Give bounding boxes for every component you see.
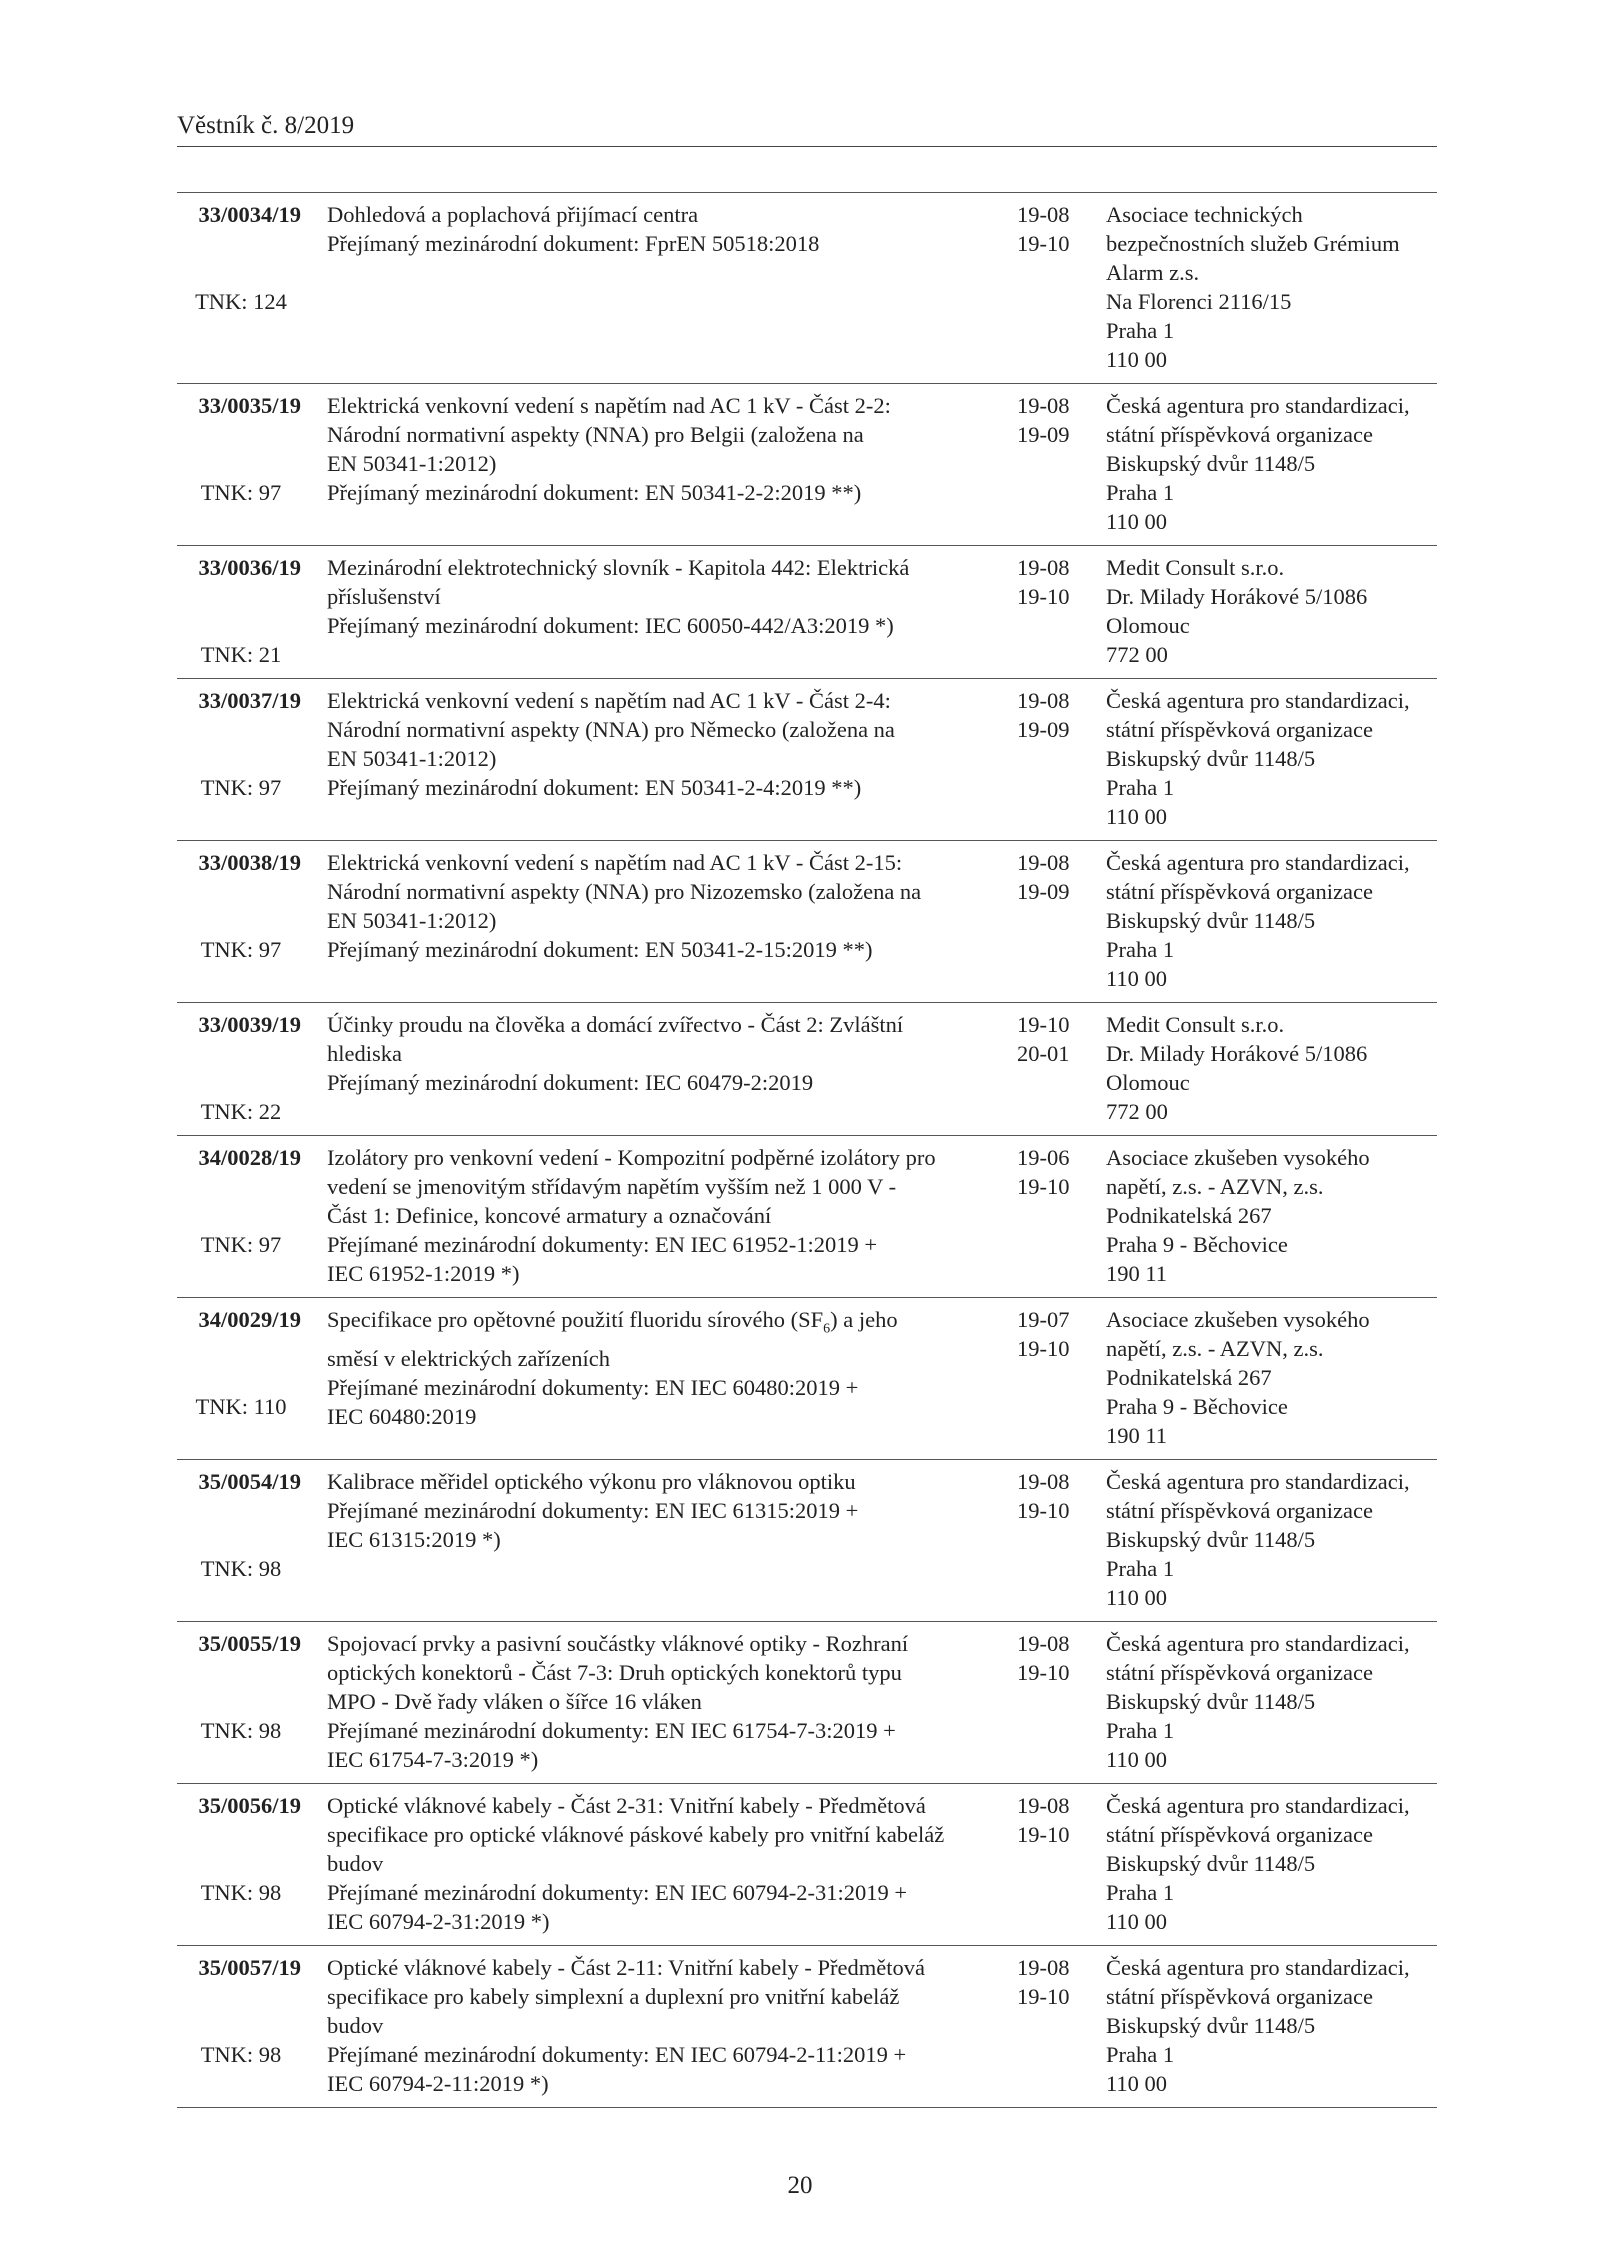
standard-id: 33/0034/19 <box>198 202 301 227</box>
title-line: specifikace pro optické vláknové páskové kabely pro vnitřní kabeláž <box>327 1822 945 1847</box>
title-line: Spojovací prvky a pasivní součástky vláknové optiky - Rozhraní <box>327 1631 909 1656</box>
row-columns <box>177 848 1437 993</box>
org-line: Praha 9 - Běchovice <box>1106 1394 1288 1419</box>
org-line: Biskupský dvůr 1148/5 <box>1106 746 1316 771</box>
tnk-label: TNK: 98 <box>200 1718 282 1743</box>
standard-id: 33/0039/19 <box>198 1012 301 1037</box>
organization-cell <box>1106 1953 1437 2098</box>
org-line: Medit Consult s.r.o. <box>1106 555 1285 580</box>
standard-id: 34/0029/19 <box>198 1307 301 1332</box>
standards-table <box>177 192 1437 2108</box>
dates-cell <box>1017 1953 1087 2098</box>
date: 19-10 <box>1017 1822 1070 1847</box>
org-line: Česká agentura pro standardizaci, <box>1106 1469 1410 1494</box>
dates-cell <box>1017 391 1087 536</box>
title-line: Elektrická venkovní vedení s napětím nad AC 1 kV - Část 2-2: <box>327 393 891 418</box>
org-line: státní příspěvková organizace <box>1106 1660 1373 1685</box>
org-line: 110 00 <box>1106 804 1168 829</box>
row-columns <box>177 1010 1437 1126</box>
organization-cell <box>1106 686 1437 831</box>
title-line: specifikace pro kabely simplexní a duplexní pro vnitřní kabeláž <box>327 1984 900 2009</box>
tnk-label: TNK: 110 <box>195 1394 287 1419</box>
org-line: Biskupský dvůr 1148/5 <box>1106 908 1316 933</box>
standard-id: 33/0036/19 <box>198 555 301 580</box>
date: 19-08 <box>1017 1955 1070 1980</box>
id-cell <box>177 848 305 993</box>
org-line: 110 00 <box>1106 347 1168 372</box>
id-cell <box>177 1143 305 1288</box>
table-row <box>177 546 1437 679</box>
org-line: státní příspěvková organizace <box>1106 717 1373 742</box>
title-cell <box>327 1010 1017 1126</box>
date: 19-08 <box>1017 850 1070 875</box>
org-line: Asociace zkušeben vysokého <box>1106 1145 1370 1170</box>
standard-id: 35/0056/19 <box>198 1793 301 1818</box>
date: 19-07 <box>1017 1307 1070 1332</box>
org-line: Biskupský dvůr 1148/5 <box>1106 2013 1316 2038</box>
date: 19-09 <box>1017 717 1070 742</box>
date: 19-08 <box>1017 202 1070 227</box>
id-cell <box>177 686 305 831</box>
org-line: Biskupský dvůr 1148/5 <box>1106 1851 1316 1876</box>
org-line: státní příspěvková organizace <box>1106 879 1373 904</box>
organization-cell <box>1106 1791 1437 1936</box>
org-line: 110 00 <box>1106 966 1168 991</box>
id-cell <box>177 1791 305 1936</box>
dates-cell <box>1017 1791 1087 1936</box>
title-line: Dohledová a poplachová přijímací centra <box>327 202 699 227</box>
tnk-label: TNK: 97 <box>200 775 282 800</box>
title-text: Specifikace pro opětovné použití fluoridu sírového (SF <box>327 1307 824 1332</box>
organization-cell <box>1106 1467 1437 1612</box>
title-cell <box>327 1791 1017 1936</box>
header-rule <box>177 146 1437 147</box>
title-line: Přejímané mezinárodní dokumenty: EN IEC 61315:2019 + <box>327 1498 859 1523</box>
org-line: Česká agentura pro standardizaci, <box>1106 850 1410 875</box>
org-line: Na Florenci 2116/15 <box>1106 289 1292 314</box>
title-line: Účinky proudu na člověka a domácí zvířectvo - Část 2: Zvláštní <box>327 1012 904 1037</box>
org-line: 772 00 <box>1106 642 1168 667</box>
title-line: EN 50341-1:2012) <box>327 746 497 771</box>
title-line: Národní normativní aspekty (NNA) pro Německo (založena na <box>327 717 895 742</box>
title-line: Národní normativní aspekty (NNA) pro Nizozemsko (založena na <box>327 879 922 904</box>
row-columns <box>177 1953 1437 2098</box>
row-columns <box>177 686 1437 831</box>
organization-cell <box>1106 848 1437 993</box>
standard-id: 33/0037/19 <box>198 688 301 713</box>
table-row <box>177 384 1437 546</box>
org-line: napětí, z.s. - AZVN, z.s. <box>1106 1336 1324 1361</box>
date: 19-10 <box>1017 1174 1070 1199</box>
date: 19-10 <box>1017 1984 1070 2009</box>
tnk-label: TNK: 98 <box>200 2042 282 2067</box>
title-line: hlediska <box>327 1041 402 1066</box>
org-line: Česká agentura pro standardizaci, <box>1106 688 1410 713</box>
table-row <box>177 1136 1437 1298</box>
dates-cell <box>1017 686 1087 831</box>
org-line: Praha 1 <box>1106 1556 1175 1581</box>
title-line: EN 50341-1:2012) <box>327 451 497 476</box>
dates-cell <box>1017 848 1087 993</box>
table-row <box>177 193 1437 384</box>
table-row <box>177 1298 1437 1460</box>
organization-cell <box>1106 1143 1437 1288</box>
tnk-label: TNK: 97 <box>200 937 282 962</box>
table-row <box>177 679 1437 841</box>
dates-cell <box>1017 1143 1087 1288</box>
title-cell <box>327 686 1017 831</box>
date: 19-08 <box>1017 1631 1070 1656</box>
title-line: EN 50341-1:2012) <box>327 908 497 933</box>
title-line: směsí v elektrických zařízeních <box>327 1345 610 1371</box>
organization-cell <box>1106 200 1437 374</box>
org-line: Česká agentura pro standardizaci, <box>1106 1793 1410 1818</box>
organization-cell <box>1106 553 1437 669</box>
title-cell <box>327 1467 1017 1612</box>
id-cell <box>177 391 305 536</box>
title-line: IEC 61952-1:2019 *) <box>327 1261 520 1286</box>
row-columns <box>177 200 1437 374</box>
row-columns <box>177 1305 1437 1450</box>
title-line: Národní normativní aspekty (NNA) pro Belgii (založena na <box>327 422 864 447</box>
row-columns <box>177 1467 1437 1612</box>
title-line: budov <box>327 2013 384 2038</box>
title-line: IEC 60794-2-31:2019 *) <box>327 1909 550 1934</box>
date: 20-01 <box>1017 1041 1070 1066</box>
title-cell <box>327 1953 1017 2098</box>
org-line: Medit Consult s.r.o. <box>1106 1012 1285 1037</box>
tnk-label: TNK: 21 <box>200 642 282 667</box>
title-line: Přejímané mezinárodní dokumenty: EN IEC 60794-2-11:2019 + <box>327 2042 907 2067</box>
dates-cell <box>1017 1305 1087 1450</box>
tnk-label: TNK: 97 <box>200 480 282 505</box>
date: 19-08 <box>1017 688 1070 713</box>
org-line: Praha 1 <box>1106 937 1175 962</box>
org-line: státní příspěvková organizace <box>1106 1984 1373 2009</box>
row-columns <box>177 1791 1437 1936</box>
standard-id: 35/0055/19 <box>198 1631 301 1656</box>
id-cell <box>177 1010 305 1126</box>
title-line: IEC 61754-7-3:2019 *) <box>327 1747 539 1772</box>
standard-id: 35/0054/19 <box>198 1469 301 1494</box>
org-line: Praha 9 - Běchovice <box>1106 1232 1288 1257</box>
org-line: Biskupský dvůr 1148/5 <box>1106 1689 1316 1714</box>
tnk-label: TNK: 97 <box>200 1232 282 1257</box>
date: 19-08 <box>1017 1793 1070 1818</box>
org-line: Biskupský dvůr 1148/5 <box>1106 1527 1316 1552</box>
title-line: Mezinárodní elektrotechnický slovník - Kapitola 442: Elektrická <box>327 555 910 580</box>
title-line: IEC 60480:2019 <box>327 1403 477 1429</box>
organization-cell <box>1106 1305 1437 1450</box>
title-line: Přejímaný mezinárodní dokument: FprEN 50518:2018 <box>327 231 820 256</box>
title-line: Přejímané mezinárodní dokumenty: EN IEC 61952-1:2019 + <box>327 1232 878 1257</box>
id-cell <box>177 200 305 374</box>
row-columns <box>177 1629 1437 1774</box>
title-line: Přejímané mezinárodní dokumenty: EN IEC 60480:2019 + <box>327 1374 859 1400</box>
date: 19-10 <box>1017 1660 1070 1685</box>
org-line: 190 11 <box>1106 1261 1168 1286</box>
title-line <box>327 1305 1017 1344</box>
tnk-label: TNK: 98 <box>200 1556 282 1581</box>
title-line: Izolátory pro venkovní vedení - Kompozitní podpěrné izolátory pro <box>327 1145 936 1170</box>
org-line: Dr. Milady Horákové 5/1086 <box>1106 584 1368 609</box>
org-line: Alarm z.s. <box>1106 260 1200 285</box>
title-line: IEC 61315:2019 *) <box>327 1527 501 1552</box>
running-header: Věstník č. 8/2019 <box>177 112 355 139</box>
org-line: 110 00 <box>1106 1909 1168 1934</box>
org-line: Asociace technických <box>1106 202 1303 227</box>
table-row <box>177 841 1437 1003</box>
title-line: Přejímaný mezinárodní dokument: IEC 60050-442/A3:2019 *) <box>327 613 894 638</box>
id-cell <box>177 1629 305 1774</box>
title-line: Přejímané mezinárodní dokumenty: EN IEC 61754-7-3:2019 + <box>327 1718 896 1743</box>
title-line: optických konektorů - Část 7-3: Druh optických konektorů typu <box>327 1660 902 1685</box>
org-line: Česká agentura pro standardizaci, <box>1106 393 1410 418</box>
title-cell <box>327 391 1017 536</box>
org-line: Praha 1 <box>1106 318 1175 343</box>
organization-cell <box>1106 1010 1437 1126</box>
title-cell <box>327 1143 1017 1288</box>
organization-cell <box>1106 1629 1437 1774</box>
title-line: vedení se jmenovitým střídavým napětím vyšším než 1 000 V - <box>327 1174 897 1199</box>
title-line: Elektrická venkovní vedení s napětím nad AC 1 kV - Část 2-4: <box>327 688 891 713</box>
title-line: Elektrická venkovní vedení s napětím nad AC 1 kV - Část 2-15: <box>327 850 903 875</box>
title-line: Optické vláknové kabely - Část 2-11: Vnitřní kabely - Předmětová <box>327 1955 925 1980</box>
title-line: Optické vláknové kabely - Část 2-31: Vnitřní kabely - Předmětová <box>327 1793 926 1818</box>
date: 19-06 <box>1017 1145 1070 1170</box>
page-number: 20 <box>787 2172 813 2199</box>
standard-id: 34/0028/19 <box>198 1145 301 1170</box>
org-line: Česká agentura pro standardizaci, <box>1106 1955 1410 1980</box>
title-cell <box>327 553 1017 669</box>
org-line: Dr. Milady Horákové 5/1086 <box>1106 1041 1368 1066</box>
title-cell <box>327 200 1017 374</box>
org-line: bezpečnostních služeb Grémium <box>1106 231 1400 256</box>
title-line: Přejímaný mezinárodní dokument: EN 50341-2-4:2019 **) <box>327 775 862 800</box>
org-line: Praha 1 <box>1106 1880 1175 1905</box>
tnk-label: TNK: 98 <box>200 1880 282 1905</box>
org-line: Podnikatelská 267 <box>1106 1203 1272 1228</box>
title-line: Přejímané mezinárodní dokumenty: EN IEC 60794-2-31:2019 + <box>327 1880 908 1905</box>
table-row <box>177 1946 1437 2108</box>
date: 19-10 <box>1017 231 1070 256</box>
date: 19-10 <box>1017 1498 1070 1523</box>
title-cell <box>327 1305 1017 1450</box>
org-line: 772 00 <box>1106 1099 1168 1124</box>
dates-cell <box>1017 553 1087 669</box>
dates-cell <box>1017 1010 1087 1126</box>
row-columns <box>177 1143 1437 1288</box>
table-row <box>177 1460 1437 1622</box>
standard-id: 33/0038/19 <box>198 850 301 875</box>
id-cell <box>177 1467 305 1612</box>
subscript: 6 <box>823 1321 831 1337</box>
date: 19-10 <box>1017 1336 1070 1361</box>
title-line: Přejímaný mezinárodní dokument: EN 50341-2-15:2019 **) <box>327 937 873 962</box>
date: 19-08 <box>1017 555 1070 580</box>
date: 19-10 <box>1017 584 1070 609</box>
title-line: MPO - Dvě řady vláken o šířce 16 vláken <box>327 1689 702 1714</box>
id-cell <box>177 553 305 669</box>
org-line: Praha 1 <box>1106 480 1175 505</box>
title-cell <box>327 1629 1017 1774</box>
org-line: státní příspěvková organizace <box>1106 422 1373 447</box>
title-cell <box>327 848 1017 993</box>
org-line: napětí, z.s. - AZVN, z.s. <box>1106 1174 1324 1199</box>
title-line: Část 1: Definice, koncové armatury a označování <box>327 1203 772 1228</box>
org-line: Biskupský dvůr 1148/5 <box>1106 451 1316 476</box>
standard-id: 35/0057/19 <box>198 1955 301 1980</box>
org-line: 110 00 <box>1106 1747 1168 1772</box>
org-line: státní příspěvková organizace <box>1106 1822 1373 1847</box>
org-line: Olomouc <box>1106 613 1190 638</box>
org-line: Česká agentura pro standardizaci, <box>1106 1631 1410 1656</box>
title-line: Přejímaný mezinárodní dokument: IEC 60479-2:2019 <box>327 1070 814 1095</box>
row-columns <box>177 553 1437 669</box>
org-line: Asociace zkušeben vysokého <box>1106 1307 1370 1332</box>
org-line: Podnikatelská 267 <box>1106 1365 1272 1390</box>
row-columns <box>177 391 1437 536</box>
tnk-label: TNK: 22 <box>200 1099 282 1124</box>
date: 19-10 <box>1017 1012 1070 1037</box>
date: 19-08 <box>1017 393 1070 418</box>
tnk-label: TNK: 124 <box>195 289 287 314</box>
org-line: státní příspěvková organizace <box>1106 1498 1373 1523</box>
organization-cell <box>1106 391 1437 536</box>
id-cell <box>177 1953 305 2098</box>
id-cell <box>177 1305 305 1450</box>
org-line: Praha 1 <box>1106 775 1175 800</box>
title-text: ) a jeho <box>830 1307 898 1332</box>
title-line: IEC 60794-2-11:2019 *) <box>327 2071 549 2096</box>
table-row <box>177 1003 1437 1136</box>
standard-id: 33/0035/19 <box>198 393 301 418</box>
org-line: 110 00 <box>1106 509 1168 534</box>
dates-cell <box>1017 1467 1087 1612</box>
dates-cell <box>1017 200 1087 374</box>
org-line: Praha 1 <box>1106 1718 1175 1743</box>
org-line: Praha 1 <box>1106 2042 1175 2067</box>
date: 19-09 <box>1017 879 1070 904</box>
title-line: příslušenství <box>327 584 441 609</box>
dates-cell <box>1017 1629 1087 1774</box>
date: 19-09 <box>1017 422 1070 447</box>
org-line: Olomouc <box>1106 1070 1190 1095</box>
org-line: 110 00 <box>1106 2071 1168 2096</box>
title-line: Přejímaný mezinárodní dokument: EN 50341-2-2:2019 **) <box>327 480 862 505</box>
title-line: Kalibrace měřidel optického výkonu pro vláknovou optiku <box>327 1469 856 1494</box>
table-row <box>177 1622 1437 1784</box>
title-line: budov <box>327 1851 384 1876</box>
org-line: 190 11 <box>1106 1423 1168 1448</box>
org-line: 110 00 <box>1106 1585 1168 1610</box>
date: 19-08 <box>1017 1469 1070 1494</box>
table-row <box>177 1784 1437 1946</box>
